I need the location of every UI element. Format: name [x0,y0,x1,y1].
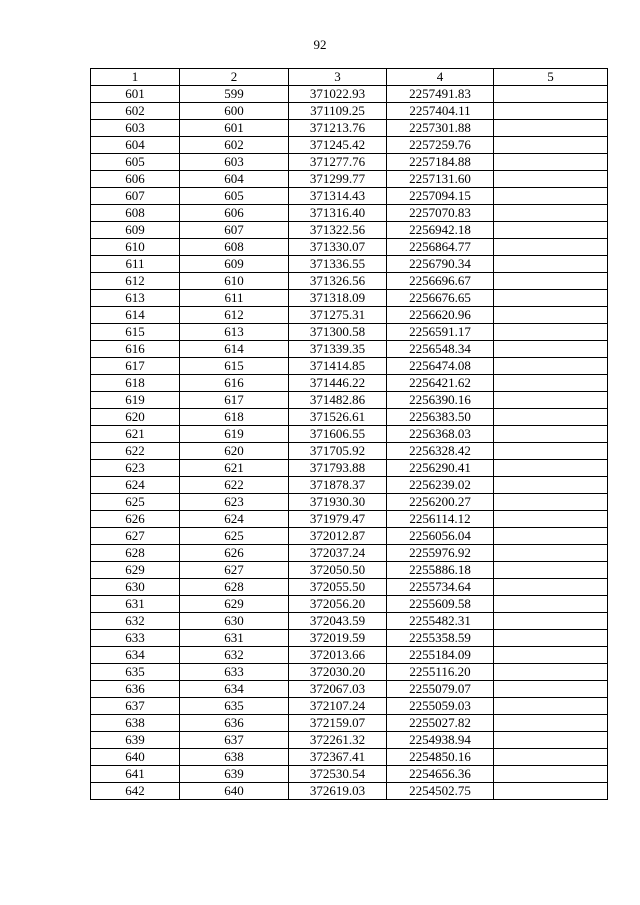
table-cell-col-3: 371339.35 [289,341,387,358]
column-header-5: 5 [494,69,608,86]
table-row [91,426,608,443]
table-row [91,239,608,256]
table-cell-col-2: 614 [180,341,289,358]
table-cell-col-2: 628 [180,579,289,596]
table-row [91,596,608,613]
table-cell-col-2: 633 [180,664,289,681]
table-cell-col-4: 2256290.41 [387,460,494,477]
table-cell-col-5 [494,358,608,375]
table-row [91,664,608,681]
table-cell-col-5 [494,698,608,715]
table-cell-col-1: 631 [91,596,180,613]
table-cell-col-2: 635 [180,698,289,715]
table-cell-col-5 [494,477,608,494]
column-header-2: 2 [180,69,289,86]
table-cell-col-1: 618 [91,375,180,392]
table-row [91,137,608,154]
table-row [91,579,608,596]
table-cell-col-2: 632 [180,647,289,664]
table-cell-col-5 [494,392,608,409]
table-cell-col-1: 613 [91,290,180,307]
table-cell-col-2: 639 [180,766,289,783]
table-row [91,256,608,273]
table-cell-col-2: 610 [180,273,289,290]
table-cell-col-2: 608 [180,239,289,256]
table-cell-col-4: 2255079.07 [387,681,494,698]
table-cell-col-3: 371213.76 [289,120,387,137]
table-cell-col-2: 607 [180,222,289,239]
table-cell-col-4: 2254850.16 [387,749,494,766]
table-cell-col-4: 2256390.16 [387,392,494,409]
table-cell-col-5 [494,205,608,222]
table-cell-col-5 [494,103,608,120]
table-cell-col-1: 615 [91,324,180,341]
table-cell-col-1: 603 [91,120,180,137]
table-cell-col-1: 623 [91,460,180,477]
table-cell-col-4: 2256056.04 [387,528,494,545]
table-cell-col-3: 371314.43 [289,188,387,205]
table-cell-col-3: 371277.76 [289,154,387,171]
table-cell-col-2: 630 [180,613,289,630]
table-cell-col-3: 372056.20 [289,596,387,613]
table-cell-col-1: 636 [91,681,180,698]
table-cell-col-2: 602 [180,137,289,154]
table-cell-col-2: 612 [180,307,289,324]
table-row [91,392,608,409]
table-cell-col-5 [494,137,608,154]
table-cell-col-1: 641 [91,766,180,783]
table-cell-col-5 [494,86,608,103]
table-cell-col-5 [494,171,608,188]
table-cell-col-4: 2256421.62 [387,375,494,392]
table-cell-col-4: 2257131.60 [387,171,494,188]
table-cell-col-2: 617 [180,392,289,409]
table-row [91,715,608,732]
table-cell-col-5 [494,222,608,239]
table-cell-col-5 [494,528,608,545]
table-cell-col-1: 625 [91,494,180,511]
table-row [91,630,608,647]
table-cell-col-1: 612 [91,273,180,290]
table-cell-col-4: 2255886.18 [387,562,494,579]
table-cell-col-3: 371109.25 [289,103,387,120]
table-cell-col-3: 372043.59 [289,613,387,630]
table-cell-col-3: 371330.07 [289,239,387,256]
table-cell-col-2: 621 [180,460,289,477]
table-cell-col-1: 617 [91,358,180,375]
table-row [91,732,608,749]
table-cell-col-4: 2256368.03 [387,426,494,443]
table-cell-col-1: 604 [91,137,180,154]
table-cell-col-4: 2256328.42 [387,443,494,460]
table-cell-col-5 [494,307,608,324]
table-cell-col-4: 2255184.09 [387,647,494,664]
table-cell-col-2: 609 [180,256,289,273]
table-cell-col-4: 2256548.34 [387,341,494,358]
table-cell-col-2: 601 [180,120,289,137]
table-cell-col-1: 626 [91,511,180,528]
table-row [91,749,608,766]
table-cell-col-1: 606 [91,171,180,188]
table-row [91,273,608,290]
table-header-row [91,69,608,86]
table-cell-col-5 [494,562,608,579]
table-row [91,613,608,630]
column-header-4: 4 [387,69,494,86]
table-cell-col-5 [494,545,608,562]
column-header-1: 1 [91,69,180,86]
table-cell-col-1: 629 [91,562,180,579]
table-cell-col-2: 623 [180,494,289,511]
table-cell-col-5 [494,613,608,630]
table-cell-col-5 [494,426,608,443]
table-cell-col-3: 371318.09 [289,290,387,307]
table-cell-col-1: 621 [91,426,180,443]
table-cell-col-3: 371245.42 [289,137,387,154]
table-cell-col-3: 372107.24 [289,698,387,715]
table-cell-col-2: 636 [180,715,289,732]
table-row [91,545,608,562]
table-row [91,528,608,545]
table-cell-col-3: 371930.30 [289,494,387,511]
table-cell-col-1: 614 [91,307,180,324]
table-cell-col-5 [494,443,608,460]
table-cell-col-3: 371482.86 [289,392,387,409]
table-cell-col-4: 2255116.20 [387,664,494,681]
table-cell-col-4: 2257491.83 [387,86,494,103]
table-row [91,647,608,664]
table-cell-col-3: 372261.32 [289,732,387,749]
table-cell-col-1: 635 [91,664,180,681]
table-cell-col-3: 371705.92 [289,443,387,460]
table-cell-col-1: 632 [91,613,180,630]
table-cell-col-4: 2256591.17 [387,324,494,341]
coordinates-table [90,68,608,800]
table-cell-col-5 [494,256,608,273]
table-row [91,477,608,494]
table-cell-col-2: 606 [180,205,289,222]
table-cell-col-2: 640 [180,783,289,800]
table-cell-col-5 [494,120,608,137]
table-cell-col-4: 2257094.15 [387,188,494,205]
table-cell-col-4: 2257404.11 [387,103,494,120]
table-cell-col-4: 2257184.88 [387,154,494,171]
table-cell-col-1: 639 [91,732,180,749]
table-row [91,698,608,715]
table-row [91,188,608,205]
table-cell-col-5 [494,647,608,664]
table-row [91,494,608,511]
table-cell-col-5 [494,630,608,647]
table-cell-col-2: 629 [180,596,289,613]
table-cell-col-1: 605 [91,154,180,171]
table-row [91,460,608,477]
table-row [91,205,608,222]
table-cell-col-4: 2256474.08 [387,358,494,375]
table-cell-col-5 [494,681,608,698]
table-cell-col-4: 2255976.92 [387,545,494,562]
table-cell-col-1: 638 [91,715,180,732]
table-cell-col-2: 631 [180,630,289,647]
table-cell-col-4: 2256696.67 [387,273,494,290]
table-cell-col-2: 619 [180,426,289,443]
table-cell-col-5 [494,341,608,358]
table-cell-col-2: 599 [180,86,289,103]
table-cell-col-2: 613 [180,324,289,341]
table-cell-col-4: 2256383.50 [387,409,494,426]
table-cell-col-5 [494,715,608,732]
table-cell-col-2: 620 [180,443,289,460]
table-cell-col-4: 2256200.27 [387,494,494,511]
table-cell-col-2: 624 [180,511,289,528]
table-row [91,307,608,324]
table-row [91,358,608,375]
table-cell-col-3: 372050.50 [289,562,387,579]
table-cell-col-2: 638 [180,749,289,766]
table-cell-col-4: 2257301.88 [387,120,494,137]
table-cell-col-1: 611 [91,256,180,273]
table-cell-col-4: 2256620.96 [387,307,494,324]
table-row [91,86,608,103]
table-cell-col-4: 2257070.83 [387,205,494,222]
table-cell-col-5 [494,324,608,341]
table-row [91,103,608,120]
table-cell-col-3: 371322.56 [289,222,387,239]
table-cell-col-3: 371606.55 [289,426,387,443]
table-cell-col-3: 371526.61 [289,409,387,426]
table-cell-col-1: 616 [91,341,180,358]
table-cell-col-4: 2256239.02 [387,477,494,494]
table-row [91,324,608,341]
table-cell-col-2: 600 [180,103,289,120]
table-cell-col-3: 371414.85 [289,358,387,375]
table-cell-col-1: 628 [91,545,180,562]
table-cell-col-1: 642 [91,783,180,800]
table-cell-col-3: 371878.37 [289,477,387,494]
table-cell-col-1: 627 [91,528,180,545]
table-row [91,409,608,426]
table-cell-col-1: 610 [91,239,180,256]
table-cell-col-1: 609 [91,222,180,239]
table-cell-col-5 [494,290,608,307]
table-cell-col-5 [494,375,608,392]
table-cell-col-2: 637 [180,732,289,749]
table-cell-col-5 [494,460,608,477]
table-row [91,511,608,528]
table-cell-col-1: 620 [91,409,180,426]
table-cell-col-1: 634 [91,647,180,664]
table-cell-col-3: 371022.93 [289,86,387,103]
table-cell-col-5 [494,732,608,749]
table-cell-col-5 [494,596,608,613]
table-cell-col-5 [494,749,608,766]
table-cell-col-5 [494,766,608,783]
table-cell-col-3: 371300.58 [289,324,387,341]
page-number: 92 [313,37,327,52]
table-cell-col-2: 603 [180,154,289,171]
table-row [91,341,608,358]
table-cell-col-4: 2256676.65 [387,290,494,307]
table-row [91,154,608,171]
table-row [91,222,608,239]
table-row [91,171,608,188]
table-cell-col-1: 624 [91,477,180,494]
table-cell-col-3: 372530.54 [289,766,387,783]
table-cell-col-2: 605 [180,188,289,205]
table-cell-col-3: 372037.24 [289,545,387,562]
table-cell-col-3: 372067.03 [289,681,387,698]
table-cell-col-4: 2255734.64 [387,579,494,596]
table-row [91,562,608,579]
table-cell-col-5 [494,511,608,528]
table-cell-col-3: 372013.66 [289,647,387,664]
table-cell-col-2: 625 [180,528,289,545]
table-cell-col-2: 604 [180,171,289,188]
table-cell-col-1: 637 [91,698,180,715]
table-cell-col-1: 619 [91,392,180,409]
table-cell-col-4: 2257259.76 [387,137,494,154]
table-cell-col-5 [494,239,608,256]
table-row [91,783,608,800]
table-cell-col-2: 634 [180,681,289,698]
table-cell-col-3: 372619.03 [289,783,387,800]
table-cell-col-5 [494,154,608,171]
table-cell-col-3: 372159.07 [289,715,387,732]
table-cell-col-5 [494,188,608,205]
table-cell-col-1: 608 [91,205,180,222]
table-cell-col-3: 372012.87 [289,528,387,545]
table-cell-col-4: 2254656.36 [387,766,494,783]
table-cell-col-4: 2255059.03 [387,698,494,715]
table-row [91,375,608,392]
table-cell-col-4: 2255482.31 [387,613,494,630]
table-cell-col-3: 371793.88 [289,460,387,477]
table-cell-col-4: 2254502.75 [387,783,494,800]
table-cell-col-2: 626 [180,545,289,562]
table-cell-col-4: 2256790.34 [387,256,494,273]
table-body [91,86,608,800]
table-row [91,681,608,698]
table-row [91,766,608,783]
table-cell-col-5 [494,664,608,681]
table-cell-col-1: 602 [91,103,180,120]
table-cell-col-4: 2256114.12 [387,511,494,528]
table-cell-col-1: 630 [91,579,180,596]
table-cell-col-3: 372055.50 [289,579,387,596]
table-cell-col-1: 601 [91,86,180,103]
table-cell-col-2: 611 [180,290,289,307]
table-cell-col-1: 607 [91,188,180,205]
table-cell-col-4: 2255609.58 [387,596,494,613]
table-row [91,290,608,307]
table-cell-col-3: 372030.20 [289,664,387,681]
table-cell-col-2: 622 [180,477,289,494]
table-cell-col-3: 371326.56 [289,273,387,290]
table-cell-col-2: 627 [180,562,289,579]
table-cell-col-1: 633 [91,630,180,647]
table-cell-col-5 [494,579,608,596]
table-row [91,120,608,137]
table-cell-col-3: 371336.55 [289,256,387,273]
table-cell-col-4: 2255027.82 [387,715,494,732]
table-cell-col-4: 2255358.59 [387,630,494,647]
table-cell-col-3: 371446.22 [289,375,387,392]
table-cell-col-1: 640 [91,749,180,766]
table-cell-col-3: 371275.31 [289,307,387,324]
table-cell-col-4: 2254938.94 [387,732,494,749]
table-cell-col-4: 2256864.77 [387,239,494,256]
table-cell-col-3: 372019.59 [289,630,387,647]
table-cell-col-5 [494,494,608,511]
table-cell-col-2: 616 [180,375,289,392]
table-cell-col-5 [494,273,608,290]
table-cell-col-2: 615 [180,358,289,375]
table-row [91,443,608,460]
table-cell-col-3: 371299.77 [289,171,387,188]
table-cell-col-3: 371316.40 [289,205,387,222]
table-cell-col-4: 2256942.18 [387,222,494,239]
table-cell-col-3: 372367.41 [289,749,387,766]
table-cell-col-2: 618 [180,409,289,426]
table-cell-col-3: 371979.47 [289,511,387,528]
table-cell-col-1: 622 [91,443,180,460]
table-cell-col-5 [494,409,608,426]
table-cell-col-5 [494,783,608,800]
column-header-3: 3 [289,69,387,86]
